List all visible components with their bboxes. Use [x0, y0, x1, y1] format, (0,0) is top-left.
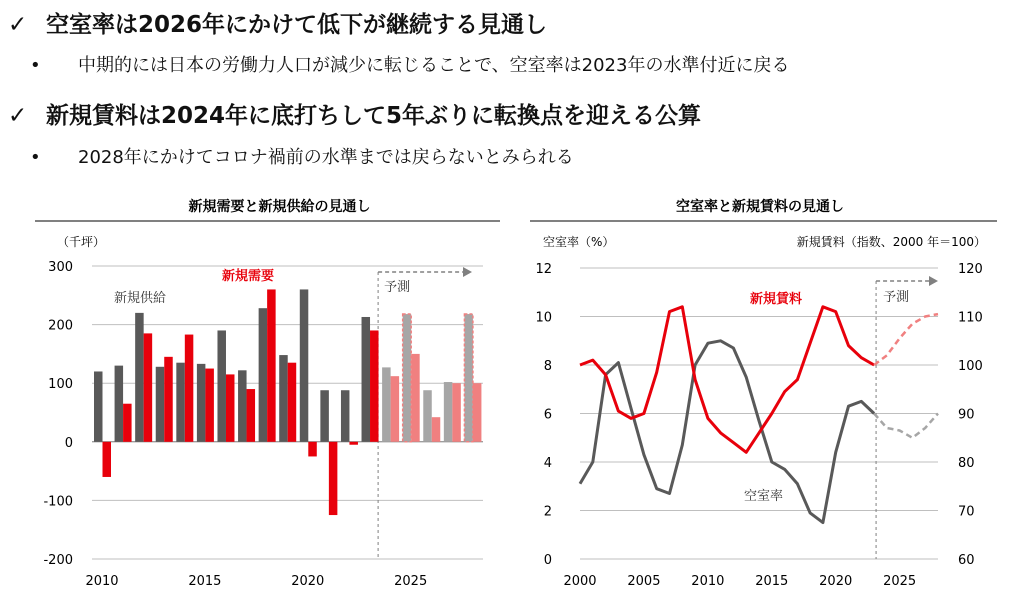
bar-supply [238, 370, 247, 441]
y-right-tick-label: 110 [958, 310, 983, 326]
y-right-tick-label: 80 [958, 456, 975, 471]
bar-demand [185, 335, 194, 442]
x-tick-label: 2010 [691, 574, 725, 589]
bar-supply [403, 314, 412, 442]
forecast-label: 予測 [384, 280, 411, 295]
legend-demand: 新規需要 [222, 269, 275, 284]
bar-demand [267, 289, 276, 441]
bullet-text: 新規賃料は2024年に底打ちして5年ぶりに転換点を迎える公算 [46, 103, 702, 129]
y-tick-label: -100 [43, 494, 73, 510]
y-left-tick-label: 0 [543, 553, 552, 568]
bar-demand [205, 369, 214, 442]
bar-demand [329, 442, 338, 515]
bar-demand [288, 363, 297, 442]
x-tick-label: 2020 [291, 574, 325, 589]
y-tick-label: 300 [48, 260, 73, 275]
bar-demand [452, 383, 461, 442]
line-vacancy-forecast [874, 414, 938, 438]
bar-supply [94, 371, 103, 441]
bar-demand [308, 442, 317, 457]
bar-supply [115, 366, 124, 442]
bar-supply [176, 363, 185, 442]
bar-demand [411, 354, 420, 442]
line-rent-forecast [874, 314, 938, 365]
bar-supply [444, 382, 453, 442]
bullet-dot-icon: • [30, 147, 41, 168]
annotation-rent: 新規賃料 [750, 292, 803, 307]
y-left-tick-label: 8 [543, 359, 552, 374]
bar-demand [144, 333, 153, 441]
bar-demand [432, 417, 441, 442]
x-tick-label: 2015 [188, 574, 222, 589]
bullet-text: 空室率は2026年にかけて低下が継続する見通し [46, 12, 548, 38]
bar-demand [370, 330, 379, 441]
bar-supply [423, 390, 432, 442]
bar-supply [259, 308, 268, 442]
bar-supply [320, 390, 329, 442]
bar-demand [349, 442, 358, 445]
y-tick-label: -200 [43, 553, 73, 568]
y-tick-label: 200 [48, 318, 73, 334]
bar-demand [103, 442, 112, 477]
y-right-tick-label: 100 [958, 359, 983, 374]
y-axis-label-left: 空室率（%） [543, 235, 615, 249]
y-right-tick-label: 70 [958, 504, 975, 520]
x-tick-label: 2010 [85, 574, 119, 589]
chart-title: 新規需要と新規供給の見通し [188, 199, 371, 215]
y-right-tick-label: 120 [958, 262, 983, 277]
legend-supply: 新規供給 [114, 291, 167, 306]
bar-supply [197, 364, 206, 442]
y-tick-label: 0 [64, 435, 73, 451]
bullet-text: 2028年にかけてコロナ禍前の水準までは戻らないとみられる [78, 147, 574, 168]
y-tick-label: 100 [48, 377, 73, 393]
y-axis-label-right: 新規賃料（指数、2000 年＝100） [796, 235, 986, 249]
bar-supply [156, 367, 165, 442]
chart-title: 空室率と新規賃料の見通し [676, 199, 844, 215]
y-right-tick-label: 60 [958, 553, 975, 568]
bar-supply [362, 317, 371, 442]
forecast-label: 予測 [883, 290, 910, 305]
y-left-tick-label: 2 [543, 504, 552, 520]
x-tick-label: 2000 [563, 574, 597, 589]
y-left-tick-label: 4 [543, 456, 552, 471]
bar-demand [226, 374, 235, 441]
bar-demand [247, 389, 256, 442]
y-left-tick-label: 12 [535, 262, 552, 277]
bar-demand [123, 404, 132, 442]
bar-demand [164, 357, 173, 442]
y-left-tick-label: 6 [543, 407, 552, 423]
x-tick-label: 2025 [883, 574, 917, 589]
forecast-arrow-head [929, 276, 938, 286]
y-axis-label: （千坪） [57, 235, 106, 249]
line-vacancy [580, 341, 874, 523]
bar-supply [279, 355, 288, 442]
forecast-arrow-head [463, 267, 472, 277]
bullet-text: 中期的には日本の労働力人口が減少に転じることで、空室率は2023年の水準付近に戻る [78, 55, 790, 76]
bar-demand [473, 383, 482, 442]
bar-supply [300, 289, 309, 441]
bar-supply [382, 367, 391, 441]
y-right-tick-label: 90 [958, 407, 975, 423]
check-icon: ✓ [8, 103, 28, 129]
bar-supply [217, 330, 226, 441]
check-icon: ✓ [8, 12, 28, 38]
bar-demand [391, 376, 400, 442]
bar-supply [464, 314, 473, 442]
annotation-vacancy: 空室率 [744, 489, 784, 504]
x-tick-label: 2025 [394, 574, 428, 589]
bullet-dot-icon: • [30, 55, 41, 76]
x-tick-label: 2020 [819, 574, 853, 589]
bar-supply [341, 390, 350, 442]
x-tick-label: 2005 [627, 574, 661, 589]
bar-supply [135, 313, 144, 442]
x-tick-label: 2015 [755, 574, 789, 589]
y-left-tick-label: 10 [535, 310, 552, 326]
